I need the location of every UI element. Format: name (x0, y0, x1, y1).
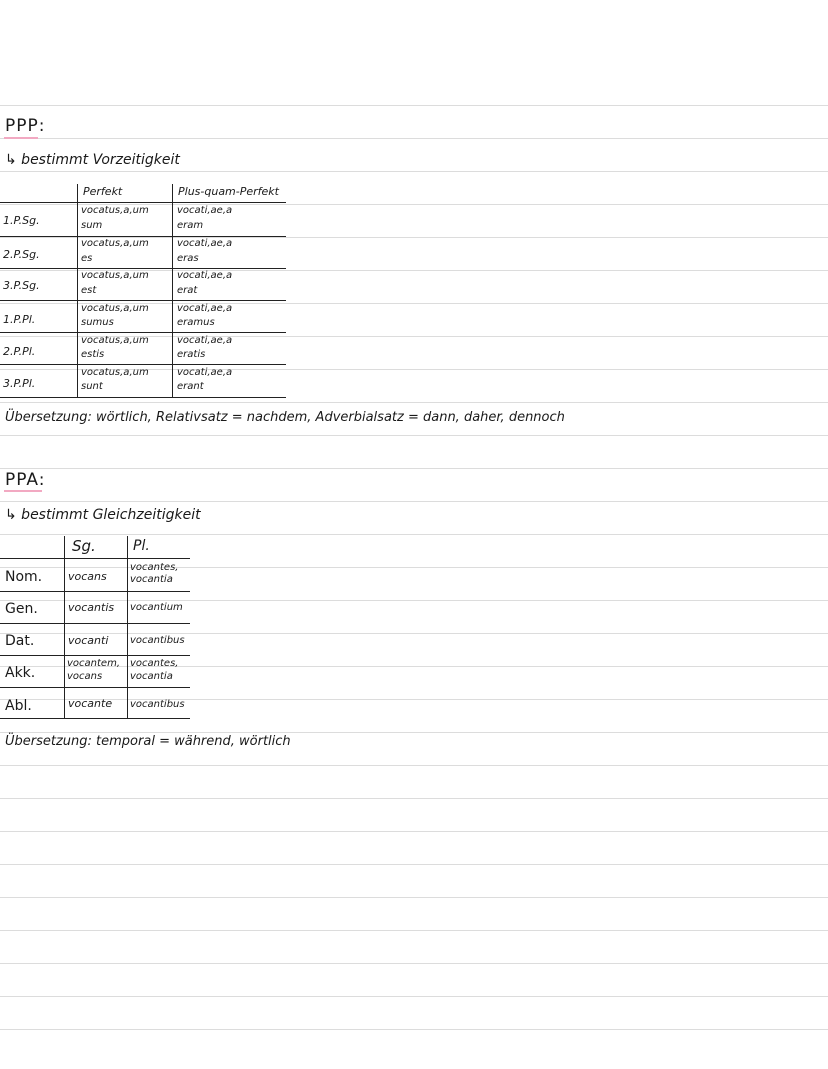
ppp-col-perfekt: Perfekt (83, 185, 123, 198)
pl-form: vocantium (130, 602, 183, 613)
perfekt-aux: estis (81, 349, 105, 360)
case-label: Dat. (5, 633, 35, 649)
row-label: 1.P.Sg. (3, 214, 40, 227)
perfekt-form: vocatus,a,um (81, 205, 149, 216)
ppa-heading-underline (4, 490, 42, 492)
pl-form-2: vocantia (130, 574, 173, 585)
perfekt-aux: sum (81, 220, 103, 231)
plusquam-form: vocati,ae,a (177, 270, 233, 281)
perfekt-form: vocatus,a,um (81, 335, 149, 346)
ppp-heading: PPP: (5, 116, 46, 136)
plusquam-form: vocati,ae,a (177, 238, 233, 249)
case-label: Abl. (5, 698, 32, 714)
case-label: Gen. (5, 601, 38, 617)
plusquam-aux: erant (177, 381, 204, 392)
plusquam-aux: eramus (177, 317, 215, 328)
row-label: 1.P.Pl. (3, 313, 36, 326)
plusquam-form: vocati,ae,a (177, 335, 233, 346)
sg-form: vocanti (68, 634, 109, 647)
sg-form: vocans (68, 570, 107, 583)
perfekt-form: vocatus,a,um (81, 270, 149, 281)
plusquam-aux: eratis (177, 349, 206, 360)
pl-form-2: vocantia (130, 671, 173, 682)
ppp-col-plusquam: Plus-quam-Perfekt (178, 185, 279, 198)
plusquam-aux: eras (177, 253, 199, 264)
ppa-note: ↳ bestimmt Gleichzeitigkeit (5, 507, 201, 523)
perfekt-aux: sumus (81, 317, 114, 328)
plusquam-form: vocati,ae,a (177, 205, 233, 216)
sg-form-2: vocans (67, 671, 103, 682)
row-label: 3.P.Sg. (3, 279, 40, 292)
case-label: Akk. (5, 665, 36, 681)
pl-form: vocantibus (130, 699, 185, 710)
pl-form: vocantes, (130, 658, 179, 669)
ppa-col-pl: Pl. (133, 538, 150, 554)
perfekt-form: vocatus,a,um (81, 367, 149, 378)
ppa-translation: Übersetzung: temporal = während, wörtlich (5, 734, 291, 749)
plusquam-form: vocati,ae,a (177, 367, 233, 378)
plusquam-aux: eram (177, 220, 204, 231)
row-label: 3.P.Pl. (3, 377, 36, 390)
perfekt-aux: sunt (81, 381, 103, 392)
perfekt-aux: es (81, 253, 93, 264)
pl-form: vocantibus (130, 635, 185, 646)
sg-form: vocante (68, 697, 113, 710)
perfekt-aux: est (81, 285, 97, 296)
ppa-col-sg: Sg. (72, 537, 96, 555)
sg-form: vocantis (68, 601, 115, 614)
case-label: Nom. (5, 569, 43, 585)
plusquam-aux: erat (177, 285, 198, 296)
sg-form: vocantem, (67, 658, 120, 669)
perfekt-form: vocatus,a,um (81, 238, 149, 249)
ppa-heading: PPA: (5, 470, 46, 490)
plusquam-form: vocati,ae,a (177, 303, 233, 314)
row-label: 2.P.Pl. (3, 345, 36, 358)
ppp-heading-underline (4, 137, 38, 139)
pl-form: vocantes, (130, 562, 179, 573)
ppp-note: ↳ bestimmt Vorzeitigkeit (5, 152, 180, 168)
ppp-translation: Übersetzung: wörtlich, Relativsatz = nachdem, Adverbialsatz = dann, daher, dennoch (5, 410, 565, 425)
perfekt-form: vocatus,a,um (81, 303, 149, 314)
row-label: 2.P.Sg. (3, 248, 40, 261)
